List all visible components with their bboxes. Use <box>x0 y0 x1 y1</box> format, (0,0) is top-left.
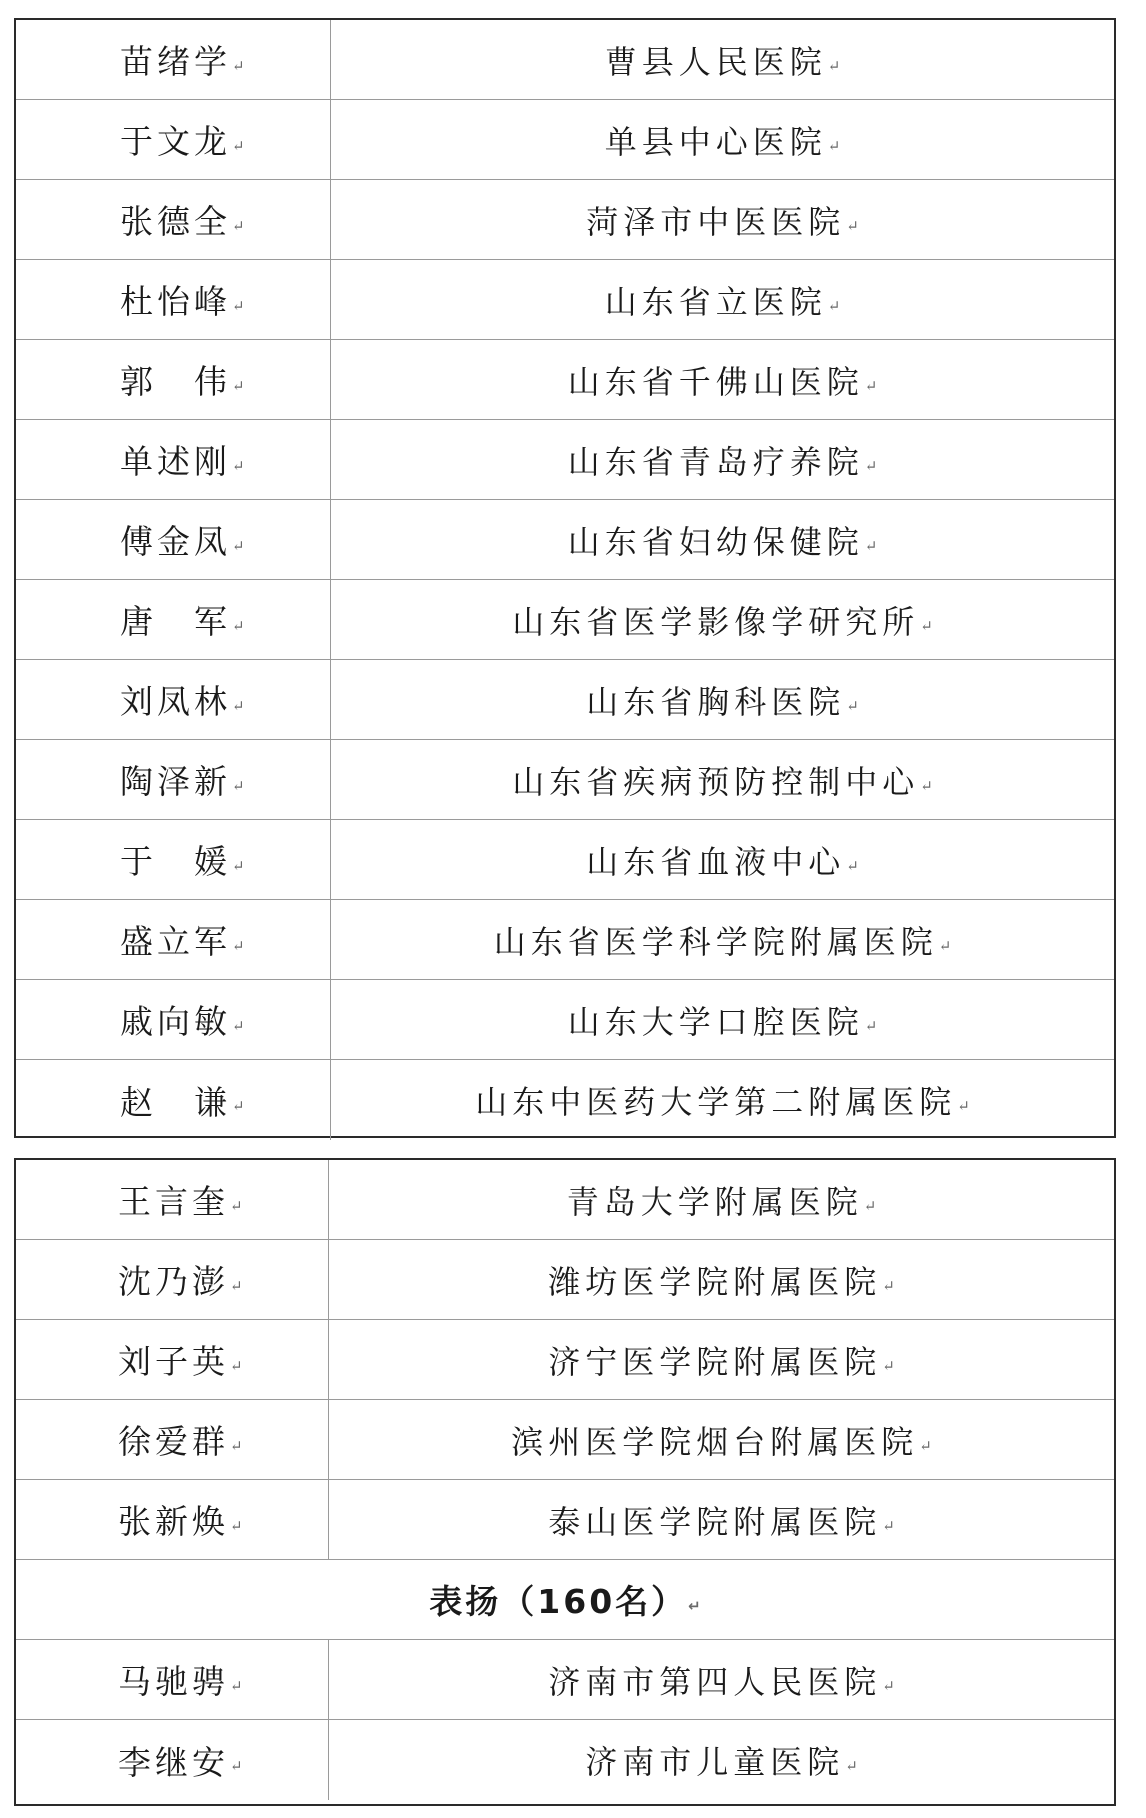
table-row <box>16 820 1114 900</box>
organization-name: 曹县人民医院 <box>604 42 827 81</box>
person-name: 苗绪学 <box>120 42 231 81</box>
name-cell <box>16 180 331 259</box>
organization-cell <box>329 1640 1114 1719</box>
table-row <box>16 1720 1114 1800</box>
table-row <box>16 900 1114 980</box>
paragraph-mark-icon: ↵ <box>882 1356 895 1375</box>
table-row <box>16 340 1114 420</box>
organization-cell <box>331 1060 1114 1140</box>
paragraph-mark-icon: ↵ <box>230 1276 243 1295</box>
paragraph-mark-icon: ↵ <box>232 696 245 715</box>
table-row <box>16 740 1114 820</box>
name-cell <box>16 1400 329 1479</box>
name-cell <box>16 1060 331 1140</box>
organization-name: 山东省青岛疗养院 <box>567 442 864 481</box>
paragraph-mark-icon: ↵ <box>232 56 245 75</box>
organization-cell <box>331 820 1114 899</box>
paragraph-mark-icon: ↵ <box>846 696 859 715</box>
organization-cell <box>331 20 1114 99</box>
person-name: 王言奎 <box>118 1182 229 1221</box>
organization-cell <box>331 500 1114 579</box>
person-name: 陶泽新 <box>120 762 231 801</box>
paragraph-mark-icon: ↵ <box>957 1097 970 1115</box>
name-cell <box>16 1160 329 1239</box>
table-row <box>16 1060 1114 1140</box>
paragraph-mark-icon: ↵ <box>920 776 933 795</box>
person-name: 于文龙 <box>120 122 231 161</box>
name-cell <box>16 260 331 339</box>
person-name: 李继安 <box>118 1742 229 1782</box>
organization-cell <box>331 740 1114 819</box>
paragraph-mark-icon: ↵ <box>230 1196 243 1215</box>
name-cell <box>16 660 331 739</box>
paragraph-mark-icon: ↵ <box>232 1097 245 1115</box>
organization-name: 山东中医药大学第二附属医院 <box>475 1083 957 1121</box>
paragraph-mark-icon: ↵ <box>232 216 245 235</box>
organization-name: 山东省胸科医院 <box>586 682 846 721</box>
organization-name: 山东大学口腔医院 <box>567 1002 864 1041</box>
organization-cell <box>331 580 1114 659</box>
name-cell <box>16 1720 329 1800</box>
name-cell <box>16 420 331 499</box>
table-row <box>16 1240 1114 1320</box>
paragraph-mark-icon: ↵ <box>232 936 245 955</box>
person-name: 赵 谦 <box>120 1082 231 1122</box>
paragraph-mark-icon: ↵ <box>863 1196 877 1215</box>
organization-cell <box>331 340 1114 419</box>
paragraph-mark-icon: ↵ <box>232 296 245 315</box>
paragraph-mark-icon: ↵ <box>919 1436 932 1455</box>
name-cell <box>16 500 331 579</box>
organization-name: 山东省医学科学院附属医院 <box>493 922 938 961</box>
organization-cell <box>331 420 1114 499</box>
paragraph-mark-icon: ↵ <box>882 1676 895 1695</box>
person-name: 马驰骋 <box>118 1662 229 1701</box>
name-cell <box>16 340 331 419</box>
honor-list-table-1 <box>14 18 1116 1138</box>
paragraph-mark-icon: ↵ <box>864 456 878 475</box>
table-row <box>16 580 1114 660</box>
name-cell <box>16 820 331 899</box>
paragraph-mark-icon: ↵ <box>920 616 933 635</box>
person-name: 戚向敏 <box>120 1002 231 1041</box>
table-row <box>16 660 1114 740</box>
honor-list-table-2 <box>14 1158 1116 1806</box>
person-name: 于 媛 <box>120 842 231 881</box>
name-cell <box>16 1320 329 1399</box>
paragraph-mark-icon: ↵ <box>232 856 245 875</box>
organization-name: 山东省血液中心 <box>586 842 846 881</box>
section-title: 表扬（160名） <box>429 1582 688 1621</box>
organization-name: 济宁医学院附属医院 <box>548 1342 882 1381</box>
paragraph-mark-icon: ↵ <box>230 1356 243 1375</box>
table-row <box>16 180 1114 260</box>
organization-cell <box>329 1320 1114 1399</box>
table-row <box>16 100 1114 180</box>
table-row <box>16 1160 1114 1240</box>
table-row <box>16 260 1114 340</box>
organization-cell <box>329 1160 1114 1239</box>
organization-name: 菏泽市中医医院 <box>586 202 846 241</box>
paragraph-mark-icon: ↵ <box>864 376 878 395</box>
paragraph-mark-icon: ↵ <box>230 1436 243 1455</box>
paragraph-mark-icon: ↵ <box>232 776 245 795</box>
organization-cell <box>331 660 1114 739</box>
table-row <box>16 1480 1114 1560</box>
paragraph-mark-icon: ↵ <box>882 1276 895 1295</box>
paragraph-mark-icon: ↵ <box>864 1016 878 1035</box>
name-cell <box>16 980 331 1059</box>
person-name: 沈乃澎 <box>118 1262 229 1301</box>
person-name: 张新焕 <box>118 1502 229 1541</box>
table-row <box>16 1400 1114 1480</box>
person-name: 刘凤林 <box>120 682 231 721</box>
table-row <box>16 420 1114 500</box>
person-name: 杜怡峰 <box>120 282 231 321</box>
organization-cell <box>331 100 1114 179</box>
paragraph-mark-icon: ↵ <box>845 1757 858 1775</box>
person-name: 徐爱群 <box>118 1422 229 1461</box>
organization-name: 潍坊医学院附属医院 <box>548 1262 882 1301</box>
paragraph-mark-icon: ↵ <box>232 1016 245 1035</box>
organization-name: 滨州医学院烟台附属医院 <box>511 1422 919 1461</box>
person-name: 郭 伟 <box>120 362 231 401</box>
table-row <box>16 500 1114 580</box>
paragraph-mark-icon: ↵ <box>230 1757 243 1775</box>
organization-name: 山东省疾病预防控制中心 <box>512 762 920 801</box>
person-name: 刘子英 <box>118 1342 229 1381</box>
organization-cell <box>329 1720 1114 1800</box>
paragraph-mark-icon: ↵ <box>846 216 859 235</box>
paragraph-mark-icon: ↵ <box>232 376 245 395</box>
paragraph-mark-icon: ↵ <box>232 536 245 555</box>
paragraph-mark-icon: ↵ <box>846 856 859 875</box>
section-header-row <box>16 1560 1114 1640</box>
person-name: 单述刚 <box>120 442 231 481</box>
table-row <box>16 980 1114 1060</box>
organization-cell <box>331 260 1114 339</box>
organization-name: 山东省妇幼保健院 <box>567 522 864 561</box>
organization-cell <box>331 180 1114 259</box>
organization-name: 泰山医学院附属医院 <box>548 1502 882 1541</box>
organization-cell <box>331 980 1114 1059</box>
person-name: 唐 军 <box>120 602 231 641</box>
paragraph-mark-icon: ↵ <box>230 1676 243 1695</box>
paragraph-mark-icon: ↵ <box>938 936 952 955</box>
name-cell <box>16 1240 329 1319</box>
organization-name: 青岛大学附属医院 <box>566 1182 863 1221</box>
organization-name: 山东省千佛山医院 <box>567 362 864 401</box>
paragraph-mark-icon: ↵ <box>827 136 841 155</box>
organization-name: 济南市儿童医院 <box>585 1743 845 1781</box>
name-cell <box>16 100 331 179</box>
organization-cell <box>329 1240 1114 1319</box>
name-cell <box>16 740 331 819</box>
table-row <box>16 1320 1114 1400</box>
organization-name: 山东省立医院 <box>604 282 827 321</box>
table-row <box>16 20 1114 100</box>
organization-name: 山东省医学影像学研究所 <box>512 602 920 641</box>
person-name: 傅金凤 <box>120 522 231 561</box>
paragraph-mark-icon: ↵ <box>827 56 841 75</box>
person-name: 张德全 <box>120 202 231 241</box>
paragraph-mark-icon: ↵ <box>688 1596 701 1615</box>
table-row <box>16 1640 1114 1720</box>
paragraph-mark-icon: ↵ <box>232 136 245 155</box>
paragraph-mark-icon: ↵ <box>864 536 878 555</box>
paragraph-mark-icon: ↵ <box>230 1516 243 1535</box>
organization-name: 济南市第四人民医院 <box>548 1662 882 1701</box>
name-cell <box>16 20 331 99</box>
paragraph-mark-icon: ↵ <box>232 456 245 475</box>
name-cell <box>16 580 331 659</box>
name-cell <box>16 1640 329 1719</box>
organization-cell <box>329 1480 1114 1559</box>
name-cell <box>16 1480 329 1559</box>
organization-cell <box>331 900 1114 979</box>
paragraph-mark-icon: ↵ <box>882 1516 895 1535</box>
paragraph-mark-icon: ↵ <box>827 296 841 315</box>
name-cell <box>16 900 331 979</box>
organization-name: 单县中心医院 <box>604 122 827 161</box>
person-name: 盛立军 <box>120 922 231 961</box>
paragraph-mark-icon: ↵ <box>232 616 245 635</box>
organization-cell <box>329 1400 1114 1479</box>
